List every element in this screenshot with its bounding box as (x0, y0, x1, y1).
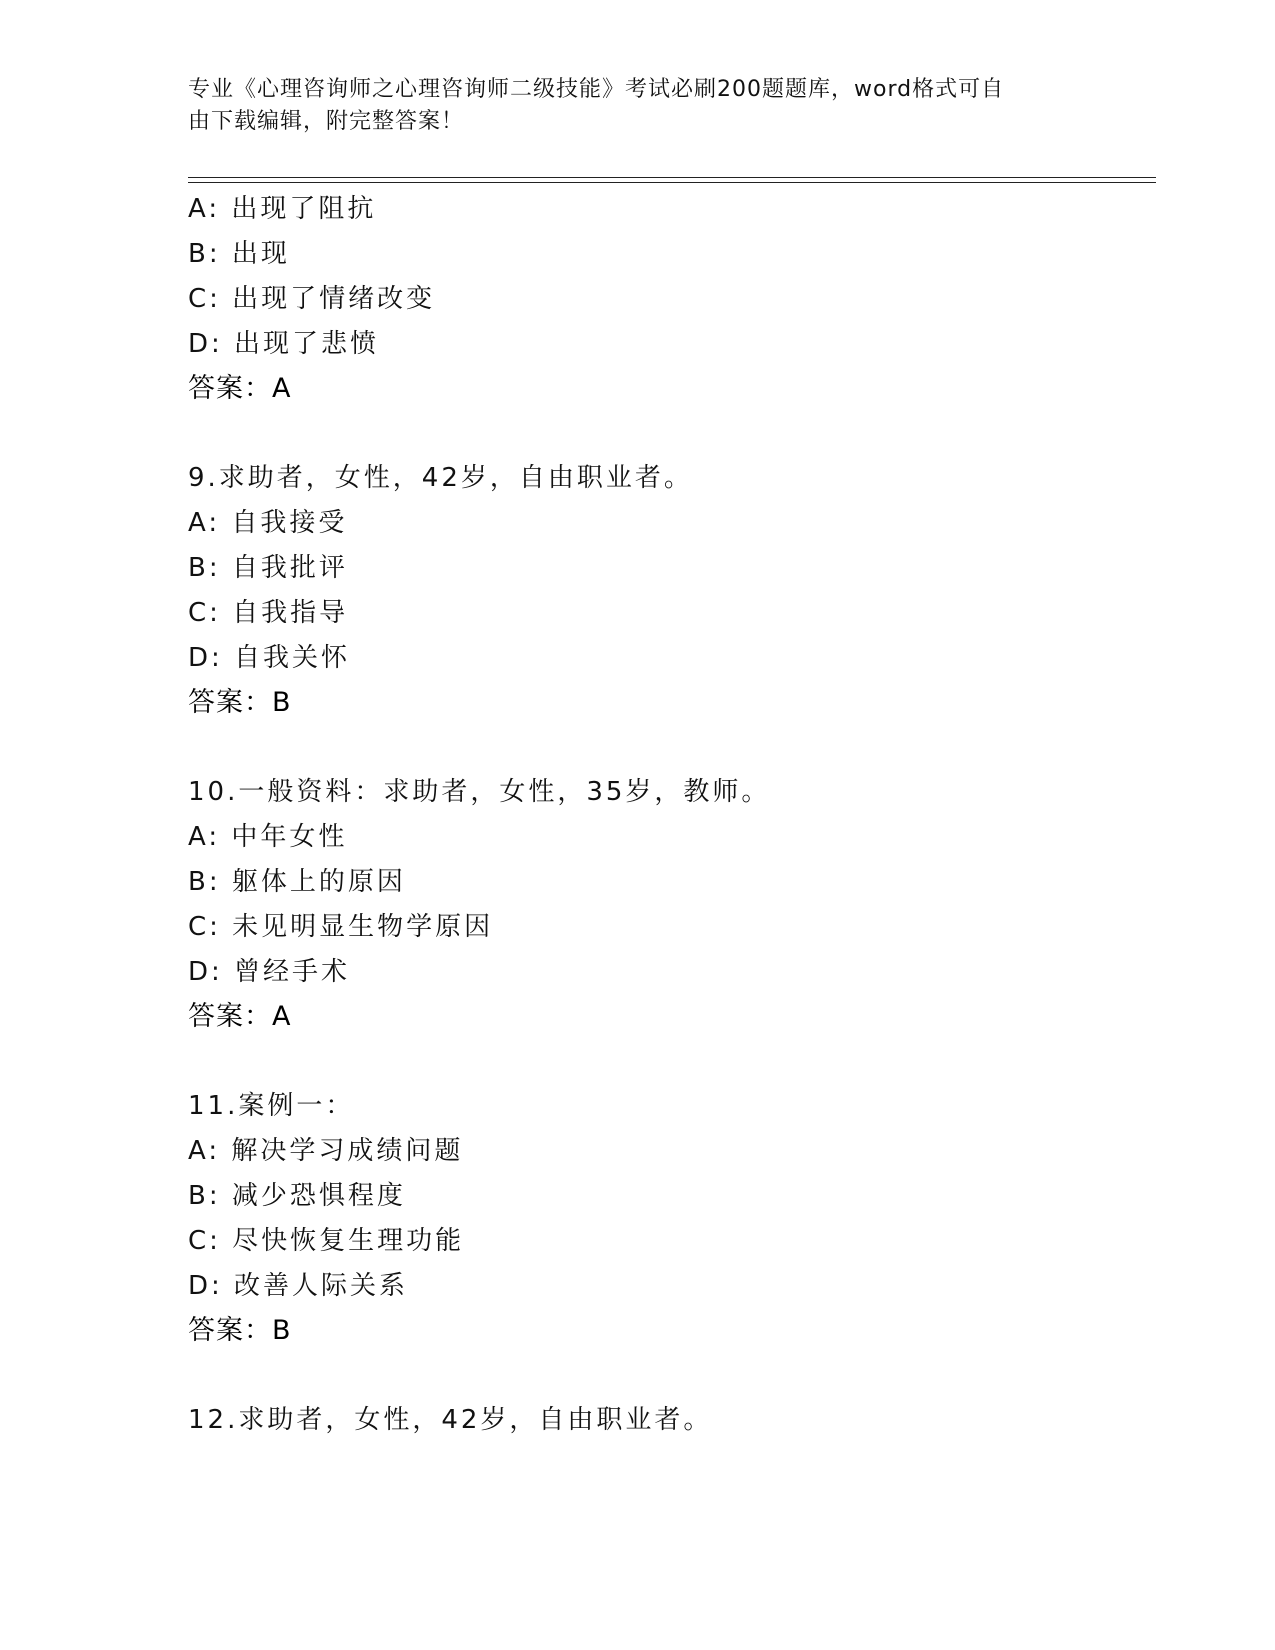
q10-option-b: B: 躯体上的原因 (188, 867, 406, 897)
header-line-2: 由下载编辑，附完整答案！ (188, 109, 465, 134)
q11-stem: 11.案例一： (188, 1091, 355, 1121)
header-divider-top (188, 177, 1156, 178)
q11-option-d: D: 改善人际关系 (188, 1271, 409, 1301)
q12-stem: 12.求助者，女性，42岁，自由职业者。 (188, 1405, 713, 1435)
q11-answer: 答案：B (188, 1315, 292, 1346)
q11-option-c: C: 尽快恢复生理功能 (188, 1226, 465, 1256)
prev-option-c: C: 出现了情绪改变 (188, 284, 436, 314)
prev-option-b: B: 出现 (188, 239, 290, 269)
document-header (188, 74, 1068, 138)
prev-answer: 答案：A (188, 373, 292, 404)
q11-option-a: A: 解决学习成绩问题 (188, 1136, 464, 1166)
q9-stem: 9.求助者，女性，42岁，自由职业者。 (188, 463, 693, 493)
q11-option-b: B: 减少恐惧程度 (188, 1181, 406, 1211)
q10-option-c: C: 未见明显生物学原因 (188, 912, 494, 942)
q9-option-c: C: 自我指导 (188, 598, 349, 628)
header-line-1: 专业《心理咨询师之心理咨询师二级技能》考试必刷200题题库，word格式可自 (188, 77, 1005, 102)
q10-stem: 10.一般资料：求助者，女性，35岁，教师。 (188, 777, 771, 807)
prev-option-a: A: 出现了阻抗 (188, 194, 377, 224)
q9-answer: 答案：B (188, 687, 292, 718)
q9-option-a: A: 自我接受 (188, 508, 348, 538)
header-divider-bottom (188, 182, 1156, 183)
q10-option-a: A: 中年女性 (188, 822, 348, 852)
prev-option-d: D: 出现了悲愤 (188, 329, 380, 359)
q10-option-d: D: 曾经手术 (188, 957, 351, 987)
q10-answer: 答案：A (188, 1001, 292, 1032)
q9-option-b: B: 自我批评 (188, 553, 348, 583)
q9-option-d: D: 自我关怀 (188, 643, 351, 673)
